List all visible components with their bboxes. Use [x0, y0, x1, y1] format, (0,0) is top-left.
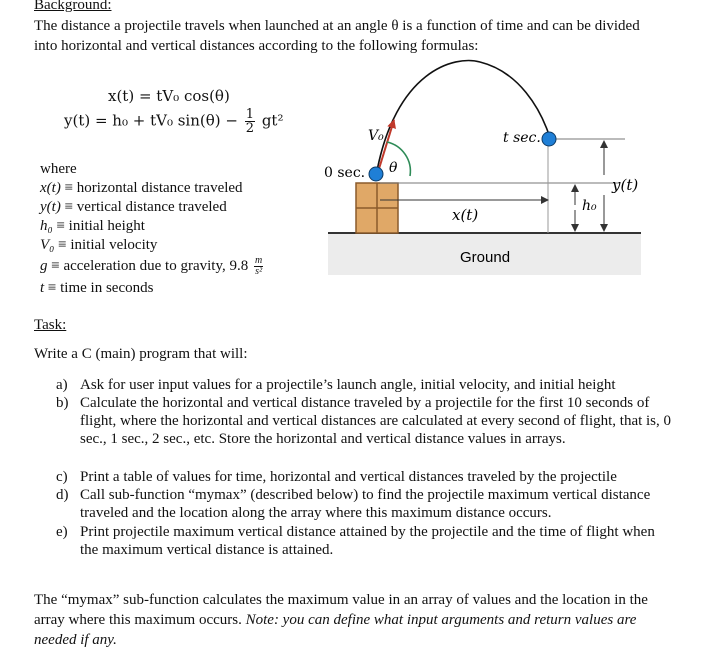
- gravity-unit-num: m: [255, 255, 263, 266]
- half-denominator: 2: [245, 121, 255, 136]
- task-item-c: [56, 468, 676, 486]
- label-h0: h₀: [582, 198, 597, 214]
- half-numerator: 1: [245, 107, 255, 122]
- task-item-d: [56, 486, 676, 522]
- definition-symbol: t: [40, 280, 45, 296]
- label-v0: V₀: [368, 128, 384, 144]
- ball-end: [542, 132, 556, 146]
- item-text: Print a table of values for time, horizontal and vertical distances traveled by the projectile: [80, 469, 617, 485]
- definition-symbol: x(t): [40, 180, 61, 196]
- definition-text: ≡ acceleration due to gravity, 9.8: [51, 257, 249, 274]
- footer-paragraph: [34, 590, 664, 650]
- background-intro: The distance a projectile travels when launched at an angle θ is a function of time and can be divided into horizontal and vertical distances according to the following formulas:: [34, 18, 640, 54]
- label-0sec: 0 sec.: [324, 165, 366, 181]
- item-text: Call sub-function “mymax” (described below) to find the projectile maximum vertical distance traveled and the location along the array where this maximum distance occurs.: [80, 487, 651, 521]
- definition-symbol: y(t): [40, 199, 61, 215]
- y-equation-right: gt²: [261, 111, 284, 130]
- item-label: e): [56, 524, 68, 540]
- definition-text: ≡ horizontal distance traveled: [64, 180, 243, 196]
- footer-note: Note: you can define what input arguments and return values are needed if any.: [34, 612, 637, 648]
- definition-text: ≡ initial velocity: [58, 237, 158, 253]
- projectile-diagram: [0, 0, 707, 300]
- label-ground: Ground: [460, 249, 511, 266]
- label-tsec: t sec.: [503, 130, 541, 146]
- definition-symbol: V₀: [40, 237, 55, 253]
- item-text: Ask for user input values for a projectile’s launch angle, initial velocity, and initial height: [80, 377, 616, 393]
- task-item-b: [56, 394, 676, 448]
- item-label: d): [56, 487, 69, 503]
- task-item-e: [56, 523, 676, 559]
- x-equation: x(t) = tV₀ cos(θ): [108, 87, 230, 105]
- gravity-unit-den: s²: [255, 266, 263, 277]
- task-heading: Task:: [34, 317, 67, 333]
- definition-symbol: h₀: [40, 218, 53, 234]
- footer-text: The “mymax” sub-function calculates the maximum value in an array of values and the location in the array where this maximum occurs.: [34, 592, 648, 628]
- trajectory-arc: [376, 61, 548, 176]
- item-text: Print projectile maximum vertical distance attained by the projectile and the time of flight when the maximum vertical distance is attained.: [80, 524, 655, 558]
- label-theta: θ: [389, 160, 398, 176]
- label-y: y(t): [612, 176, 639, 194]
- definition-symbol: g: [40, 257, 48, 274]
- ball-start: [369, 167, 383, 181]
- background-heading: Background:: [34, 0, 112, 13]
- item-label: c): [56, 469, 68, 485]
- where-label: where: [40, 161, 77, 177]
- item-label: a): [56, 377, 68, 393]
- label-x: x(t): [452, 206, 479, 224]
- definition-text: ≡ initial height: [56, 218, 145, 234]
- item-label: b): [56, 395, 69, 411]
- definition-text: ≡ time in seconds: [47, 280, 154, 296]
- definition-text: ≡ vertical distance traveled: [64, 199, 227, 215]
- y-equation-left: y(t) = h₀ + tV₀ sin(θ) −: [64, 111, 238, 130]
- task-intro: Write a C (main) program that will:: [34, 346, 248, 362]
- task-item-a: [56, 376, 676, 394]
- item-text: Calculate the horizontal and vertical distance traveled by a projectile for the first 10 seconds of flight, where the horizontal and vertical distances are calculated at every second of flight, that is, 0 sec., 1 sec., 2 sec., etc. Store the horizontal and vertical distance values in arrays.: [80, 395, 672, 447]
